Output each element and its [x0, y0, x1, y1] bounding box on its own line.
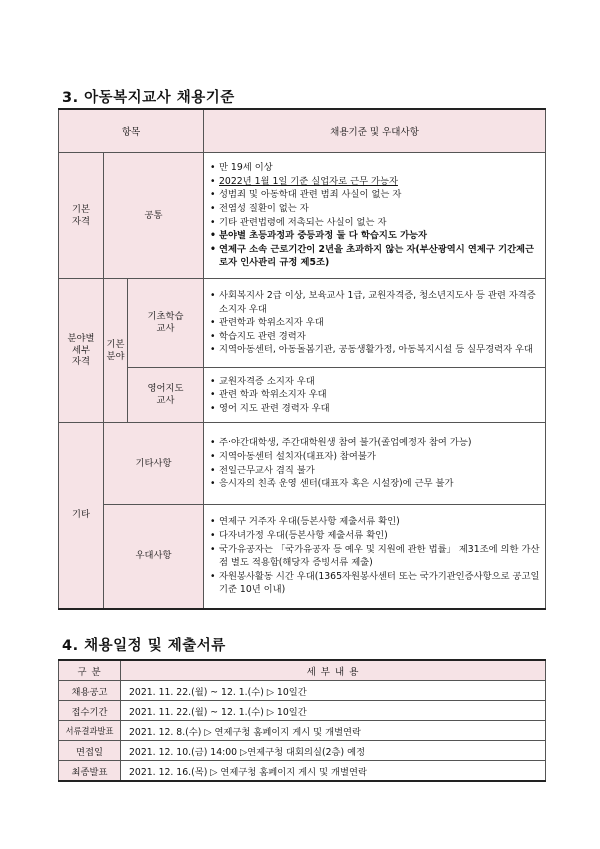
list-item: • 다자녀가정 우대(등본사항 제출서류 확인)	[208, 529, 541, 543]
list-item: • 성범죄 및 아동학대 관련 범죄 사실이 없는 자	[208, 188, 541, 202]
header-criteria: 채용기준 및 우대사항	[204, 109, 546, 153]
basic-learning-teacher-label: 기초학습 교사	[128, 279, 204, 368]
list-item: • 전일근무교사 겸직 불가	[208, 464, 541, 478]
list-item: • 지역아동센터 설치자(대표자) 참여불가	[208, 450, 541, 464]
table-row	[59, 701, 546, 721]
other-matters-cell	[204, 423, 546, 505]
field-qualification-label: 분야별 세부 자격	[59, 279, 104, 423]
schedule-table	[58, 659, 546, 782]
schedule-value: 2021. 11. 22.(월) ~ 12. 1.(수) ▷ 10일간	[121, 681, 546, 701]
list-item: • 학습지도 관련 경력자	[208, 330, 541, 344]
list-item: • 전염성 질환이 없는 자	[208, 202, 541, 216]
preference-cell	[204, 505, 546, 609]
list-item: • 영어 지도 관련 경력자 우대	[208, 402, 541, 416]
header-item: 항목	[59, 109, 204, 153]
schedule-label: 최종발표	[59, 761, 121, 782]
criteria-header-row	[59, 109, 546, 153]
row-basic	[59, 153, 546, 279]
basic-learning-criteria-cell	[204, 279, 546, 368]
basic-qualification-label: 기본 자격	[59, 153, 104, 279]
list-item: • 관련 학과 학위소지자 우대	[208, 388, 541, 402]
schedule-value: 2021. 12. 8.(수) ▷ 연제구청 홈페이지 게시 및 개별연락	[121, 721, 546, 741]
list-item: • 관련학과 학위소지자 우대	[208, 316, 541, 330]
list-item: • 연제구 거주자 우대(등본사항 제출서류 확인)	[208, 515, 541, 529]
list-item: • 2022년 1월 1일 기준 실업자로 근무 가능자	[208, 175, 541, 189]
basic-field-label: 기본 분야	[104, 279, 128, 423]
english-criteria-cell	[204, 368, 546, 423]
etc-label: 기타	[59, 423, 104, 609]
list-item: • 국가유공자는 「국가유공자 등 예우 및 지원에 관한 법률」 제31조에 의한 가산점 별도 적용함(해당자 증빙서류 제출)	[208, 543, 541, 570]
list-item: • 자원봉사활동 시간 우대(1365자원봉사센터 또는 국가기관인증사항으로 공고일 기준 10년 이내)	[208, 570, 541, 597]
row-basic-learning	[59, 279, 546, 368]
schedule-label: 면접일	[59, 741, 121, 761]
common-label: 공통	[104, 153, 204, 279]
schedule-label: 서류결과발표	[59, 721, 121, 741]
table-row	[59, 681, 546, 701]
row-preference	[59, 505, 546, 609]
list-item: • 분야별 초등과정과 중등과정 둘 다 학습지도 가능자	[208, 229, 541, 243]
list-item: • 주·야간대학생, 주간대학원생 참여 불가(졸업예정자 참여 가능)	[208, 436, 541, 450]
header-details: 세 부 내 용	[121, 660, 546, 681]
schedule-value: 2021. 11. 22.(월) ~ 12. 1.(수) ▷ 10일간	[121, 701, 546, 721]
table-row	[59, 741, 546, 761]
other-matters-label: 기타사항	[104, 423, 204, 505]
row-english	[59, 368, 546, 423]
list-item: • 지역아동센터, 아동돌봄기관, 공동생활가정, 아동복지시설 등 실무경력자 우대	[208, 343, 541, 357]
list-item: • 사회복지사 2급 이상, 보육교사 1급, 교원자격증, 청소년지도사 등 관련 자격증 소지자 우대	[208, 289, 541, 316]
english-teacher-label: 영어지도 교사	[128, 368, 204, 423]
preference-label: 우대사항	[104, 505, 204, 609]
list-item: • 기타 관련법령에 저촉되는 사실이 없는 자	[208, 216, 541, 230]
common-criteria-cell	[204, 153, 546, 279]
list-item: • 만 19세 이상	[208, 161, 541, 175]
row-other	[59, 423, 546, 505]
schedule-label: 접수기간	[59, 701, 121, 721]
header-category: 구 분	[59, 660, 121, 681]
list-item: • 응시자의 친족 운영 센터(대표자 혹은 시설장)에 근무 불가	[208, 477, 541, 491]
criteria-table	[58, 108, 546, 610]
schedule-value: 2021. 12. 10.(금) 14:00 ▷연제구청 대회의실(2층) 예정	[121, 741, 546, 761]
table-row	[59, 761, 546, 782]
table-row	[59, 721, 546, 741]
section4-title: 4. 채용일정 및 제출서류	[62, 638, 226, 654]
schedule-label: 채용공고	[59, 681, 121, 701]
schedule-value: 2021. 12. 16.(목) ▷ 연제구청 홈페이지 게시 및 개별연락	[121, 761, 546, 782]
section3-title: 3. 아동복지교사 채용기준	[62, 90, 235, 106]
list-item: • 교원자격증 소지자 우대	[208, 375, 541, 389]
list-item: • 연제구 소속 근로기간이 2년을 초과하지 않는 자(부산광역시 연제구 기간제근로자 인사관리 규정 제5조)	[208, 243, 541, 270]
schedule-header-row	[59, 660, 546, 681]
